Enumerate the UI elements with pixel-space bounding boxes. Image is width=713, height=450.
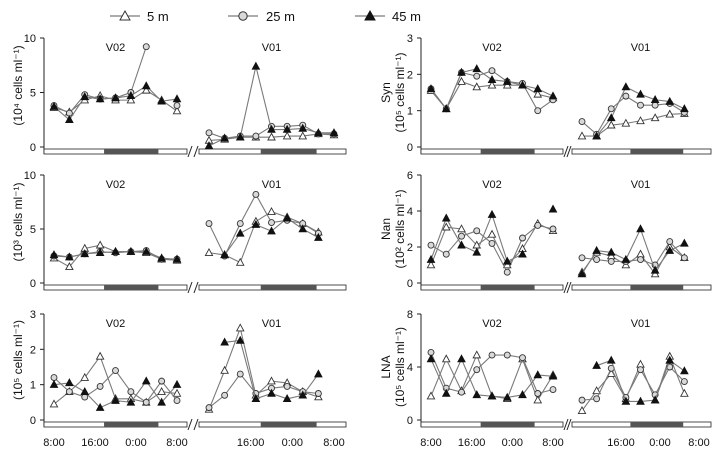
point-25m	[520, 235, 526, 241]
axis-break-mark	[194, 419, 198, 430]
y-tick-label: 1	[406, 105, 413, 118]
point-25m	[143, 44, 149, 50]
y-tick-label: 0	[29, 142, 36, 154]
point-5m	[237, 324, 244, 331]
y-axis-unit: (10⁵ cells ml⁻¹)	[393, 52, 407, 133]
chart-panel-5	[379, 309, 711, 449]
y-tick-label: 2	[406, 242, 413, 254]
point-25m	[474, 367, 480, 373]
dark-period-bar	[630, 422, 683, 427]
point-45m	[315, 370, 322, 377]
point-45m	[458, 355, 465, 362]
point-25m	[608, 258, 614, 264]
dark-period-bar	[261, 149, 317, 154]
series-line-45m	[431, 69, 553, 109]
point-25m	[535, 391, 541, 397]
panel-label-v01: V01	[261, 179, 282, 191]
point-45m	[443, 214, 450, 221]
point-25m	[315, 391, 321, 397]
panel-label-v02: V02	[482, 318, 502, 330]
y-tick-label: 3	[406, 33, 413, 45]
point-45m	[593, 247, 600, 254]
panel-label-v02: V02	[482, 42, 502, 54]
point-25m	[206, 130, 212, 136]
point-45m	[488, 76, 495, 83]
point-5m	[443, 355, 450, 362]
point-25m	[504, 269, 510, 275]
point-25m	[459, 389, 465, 395]
point-25m	[638, 257, 644, 263]
axis-break-mark	[188, 146, 192, 157]
dark-period-bar	[104, 285, 158, 290]
point-25m	[535, 222, 541, 228]
x-tick-label: 16:00	[607, 437, 635, 449]
point-5m	[205, 249, 212, 256]
dark-period-bar	[630, 149, 683, 154]
point-25m	[579, 119, 585, 125]
legend-label-45m: 45 m	[392, 9, 421, 24]
point-25m	[550, 226, 556, 232]
point-25m	[269, 220, 275, 226]
y-axis-unit: (10⁵ cells ml⁻¹)	[393, 327, 407, 407]
point-45m	[549, 205, 556, 212]
point-25m	[594, 257, 600, 263]
point-45m	[473, 65, 480, 72]
axis-break-mark	[194, 282, 198, 293]
y-tick-label: 4	[406, 206, 413, 218]
legend-label-5m: 5 m	[147, 9, 169, 24]
point-25m	[237, 221, 243, 227]
series-line-25m	[582, 367, 684, 400]
point-5m	[237, 259, 244, 266]
point-45m	[268, 390, 275, 397]
point-45m	[534, 371, 541, 378]
y-tick-label: 0	[29, 278, 36, 290]
y-tick-label: 2	[29, 344, 36, 357]
point-45m	[237, 230, 244, 237]
x-tick-label: 8:00	[688, 437, 710, 449]
point-45m	[443, 390, 450, 397]
point-25m	[284, 383, 290, 389]
point-5m	[158, 388, 165, 395]
point-5m	[681, 390, 688, 397]
point-45m	[458, 241, 465, 248]
legend-open-circle-icon	[239, 12, 247, 20]
x-tick-label: 0:00	[649, 437, 671, 449]
x-tick-label: 0:00	[281, 437, 304, 449]
point-25m	[550, 387, 556, 393]
y-tick-label: 0	[29, 415, 36, 427]
point-45m	[173, 95, 180, 102]
point-5m	[534, 396, 541, 403]
point-45m	[681, 105, 688, 112]
x-tick-label: 8:00	[323, 437, 345, 449]
point-45m	[637, 91, 644, 98]
x-tick-label: 8:00	[420, 437, 442, 449]
y-tick-label: 5	[29, 224, 36, 236]
legend	[110, 9, 421, 24]
point-45m	[143, 82, 150, 89]
y-tick-label: 0	[406, 415, 413, 427]
point-25m	[681, 255, 687, 261]
x-tick-label: 16:00	[457, 437, 486, 449]
point-25m	[253, 133, 259, 139]
point-5m	[268, 377, 275, 384]
y-axis-unit: (10⁵ cells ml⁻¹)	[11, 320, 25, 400]
x-tick-label: 0:00	[501, 437, 524, 449]
y-tick-label: 2	[406, 69, 413, 82]
point-25m	[51, 375, 57, 381]
point-45m	[608, 357, 615, 364]
point-5m	[473, 351, 480, 358]
y-tick-label: 8	[406, 309, 413, 321]
point-25m	[237, 371, 243, 377]
chart-panel-1	[379, 33, 711, 157]
y-axis-variable: LNA	[379, 355, 393, 379]
panel-label-v01: V01	[630, 318, 651, 330]
y-axis-label	[379, 189, 407, 268]
point-45m	[622, 83, 629, 90]
point-5m	[50, 400, 57, 407]
point-45m	[81, 388, 88, 395]
dark-period-bar	[481, 285, 535, 290]
y-tick-label: 10	[23, 170, 36, 182]
dark-period-bar	[104, 422, 158, 427]
dark-period-bar	[261, 285, 317, 290]
point-45m	[473, 391, 480, 398]
panel-label-v01: V01	[630, 179, 651, 191]
point-45m	[488, 211, 495, 218]
point-25m	[443, 251, 449, 257]
panel-label-v02: V02	[105, 318, 126, 330]
point-25m	[520, 355, 526, 361]
dark-period-bar	[481, 149, 535, 154]
dark-period-bar	[104, 149, 158, 154]
legend-label-25m: 25 m	[266, 9, 295, 24]
point-45m	[143, 377, 150, 384]
point-45m	[637, 225, 644, 232]
panel-label-v01: V01	[630, 42, 651, 54]
point-25m	[174, 398, 180, 404]
point-25m	[459, 233, 465, 239]
point-25m	[206, 221, 212, 227]
point-5m	[427, 392, 434, 399]
point-25m	[638, 102, 644, 108]
point-45m	[608, 114, 615, 121]
point-25m	[206, 405, 212, 411]
x-tick-label: 16:00	[81, 437, 109, 449]
y-axis-label	[11, 45, 25, 125]
point-25m	[428, 242, 434, 248]
x-tick-label: 0:00	[125, 437, 147, 449]
point-45m	[252, 63, 259, 70]
axis-break-mark	[194, 146, 198, 157]
point-25m	[638, 367, 644, 373]
point-45m	[652, 396, 659, 403]
point-25m	[474, 228, 480, 234]
point-25m	[489, 352, 495, 358]
x-tick-label: 8:00	[166, 437, 188, 449]
point-5m	[97, 241, 104, 248]
y-axis-label	[379, 327, 407, 407]
y-tick-label: 4	[406, 362, 413, 374]
point-25m	[113, 368, 119, 374]
y-axis-unit: (10⁴ cells ml⁻¹)	[11, 45, 25, 126]
point-25m	[253, 191, 259, 197]
point-45m	[66, 379, 73, 386]
point-5m	[97, 353, 104, 360]
y-tick-label: 10	[23, 33, 36, 45]
y-axis-unit: (10² cells ml⁻¹)	[393, 189, 407, 269]
axis-break-mark	[188, 419, 192, 430]
x-tick-label: 16:00	[236, 437, 265, 449]
panel-label-v02: V02	[482, 179, 502, 191]
point-25m	[489, 240, 495, 246]
dark-period-bar	[630, 285, 683, 290]
y-tick-label: 6	[406, 170, 413, 182]
y-tick-label: 1	[29, 379, 36, 392]
chart-panel-4	[11, 309, 346, 449]
chart-panel-3	[379, 170, 711, 293]
point-25m	[66, 389, 72, 395]
point-5m	[268, 208, 275, 215]
y-tick-label: 3	[29, 309, 36, 321]
point-25m	[174, 103, 180, 109]
point-25m	[489, 68, 495, 74]
y-axis-variable: Nan	[379, 217, 393, 241]
x-tick-label: 8:00	[43, 437, 65, 449]
panel-label-v01: V01	[261, 42, 282, 54]
chart-panel-2	[11, 170, 346, 293]
y-axis-label	[11, 320, 25, 400]
point-5m	[221, 367, 228, 374]
y-tick-label: 0	[406, 278, 413, 290]
point-25m	[667, 239, 673, 245]
point-25m	[594, 396, 600, 402]
y-tick-label: 0	[406, 142, 413, 154]
y-axis-label	[379, 53, 407, 133]
panel-label-v01: V01	[261, 318, 282, 330]
panel-label-v02: V02	[105, 179, 126, 191]
point-25m	[128, 389, 134, 395]
point-25m	[579, 255, 585, 261]
point-25m	[222, 392, 228, 398]
y-axis-variable: Syn	[379, 82, 393, 103]
dark-period-bar	[261, 422, 317, 427]
y-tick-label: 5	[29, 87, 36, 100]
point-25m	[97, 383, 103, 389]
panel-label-v02: V02	[105, 42, 126, 54]
x-tick-label: 8:00	[542, 437, 564, 449]
dark-period-bar	[481, 422, 535, 427]
point-45m	[549, 92, 556, 99]
chart-panel-0	[11, 33, 346, 157]
point-25m	[608, 106, 614, 112]
point-25m	[504, 352, 510, 358]
point-45m	[681, 240, 688, 247]
point-25m	[143, 399, 149, 405]
axis-break-mark	[188, 282, 192, 293]
point-45m	[173, 381, 180, 388]
point-25m	[474, 73, 480, 79]
point-25m	[579, 397, 585, 403]
point-5m	[488, 231, 495, 238]
point-45m	[681, 367, 688, 374]
point-25m	[623, 93, 629, 99]
point-25m	[159, 378, 165, 384]
point-5m	[637, 250, 644, 257]
point-25m	[535, 108, 541, 114]
point-25m	[652, 102, 658, 108]
point-45m	[473, 249, 480, 256]
y-axis-label	[11, 182, 25, 261]
point-25m	[681, 379, 687, 385]
point-5m	[637, 361, 644, 368]
y-axis-unit: (10³ cells ml⁻¹)	[11, 182, 25, 262]
